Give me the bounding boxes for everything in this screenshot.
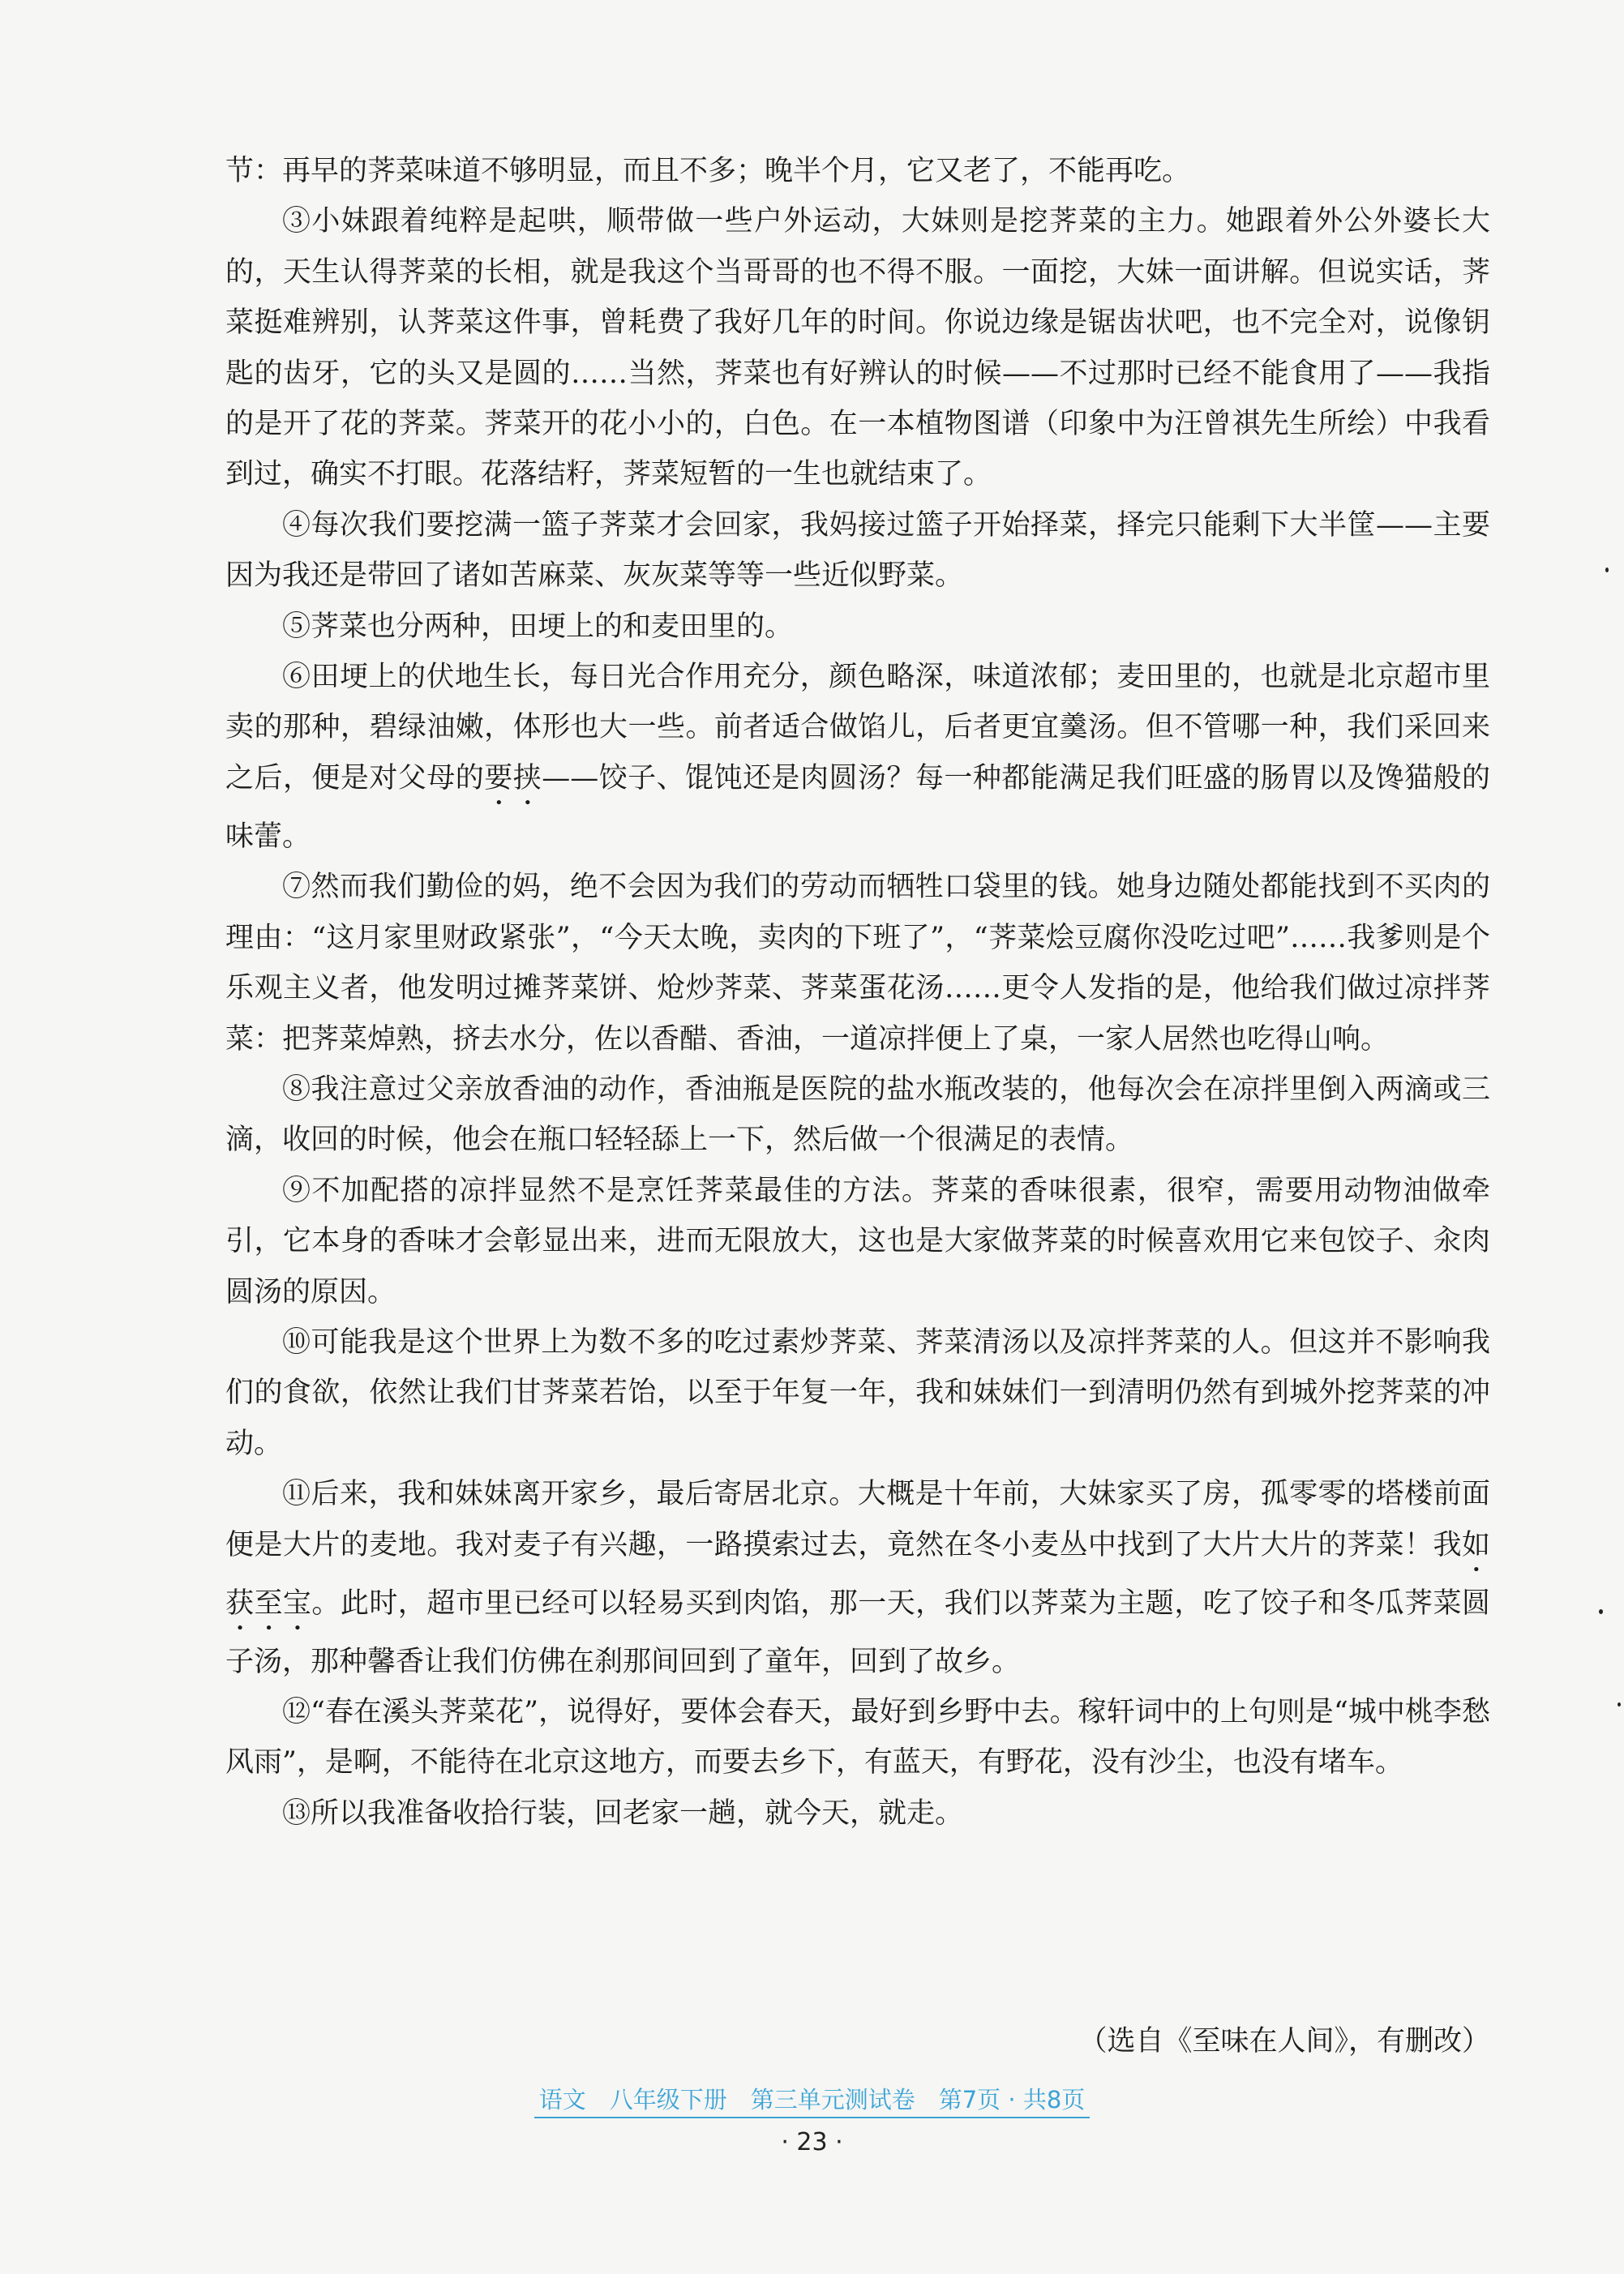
paragraph-7: ⑦然而我们勤俭的妈，绝不会因为我们的劳动而牺牲口袋里的钱。她身边随处都能找到不买肉的理由：“这月家里财政紧张”，“今天太晚，卖肉的下班了”，“荠菜烩豆腐你没吃过吧”……我爹则是个乐观主义者，他发明过摊荠菜饼、炝炒荠菜、荠菜蛋花汤……更令人发指的是，他给我们做过凉拌荠菜：把荠菜焯熟，挤去水分，佐以香醋、香油，一道凉拌便上了桌，一家人居然也吃得山响。 xyxy=(225,871,1490,1056)
paragraph-11: ⑪后来，我和妹妹离开家乡，最后寄居北京。大概是十年前，大妹家买了房，孤零零的塔楼前面便是大片的麦地。我对麦子有兴趣，一路摸索过去，竟然在冬小麦丛中找到了大片大片的荠菜！我如获至宝。此时，超市里已经可以轻易买到肉馅，那一天，我们以荠菜为主题，吃了饺子和冬瓜荠菜圆子汤，那种馨香让我们仿佛在刹那间回到了童年，回到了故乡。 xyxy=(225,1478,1490,1678)
paragraph-5: ⑤荠菜也分两种，田埂上的和麦田里的。 xyxy=(282,610,794,643)
paragraph-13: ⑬所以我准备收拾行装，回老家一趟，就今天，就走。 xyxy=(282,1797,964,1830)
scan-dot-mark xyxy=(1605,567,1609,572)
page-number: · 23 · xyxy=(781,2128,843,2156)
scan-dot-mark xyxy=(1599,1609,1603,1614)
paragraph-9: ⑨不加配搭的凉拌显然不是烹饪荠菜最佳的方法。荠菜的香味很素，很窄，需要用动物油做牵引，它本身的香味才会彰显出来，进而无限放大，这也是大家做荠菜的时候喜欢用它来包饺子、汆肉圆汤的原因。 xyxy=(225,1174,1490,1308)
footer-text: 语文 八年级下册 第三单元测试卷 第7页 · 共8页 xyxy=(534,2082,1091,2118)
paragraph-3: ③小妹跟着纯粹是起哄，顺带做一些户外运动，大妹则是挖荠菜的主力。她跟着外公外婆长大的，天生认得荠菜的长相，就是我这个当哥哥的也不得不服。一面挖，大妹一面讲解。但说实话，荠菜挺难辨别，认荠菜这件事，曾耗费了我好几年的时间。你说边缘是锯齿状吧，也不完全对，说像钥匙的齿牙，它的头又是圆的……当然，荠菜也有好辨认的时候——不过那时已经不能食用了——我指的是开了花的荠菜。荠菜开的花小小的，白色。在一本植物图谱（印象中为汪曾祺先生所绘）中我看到过，确实不打眼。花落结籽，荠菜短暂的一生也就结束了。 xyxy=(225,205,1490,491)
paragraph-12: ⑫“春在溪头荠菜花”，说得好，要体会春天，最好到乡野中去。稼轩词中的上句则是“城中桃李愁风雨”，是啊，不能待在北京这地方，而要去乡下，有蓝天，有野花，没有沙尘，也没有堵车。 xyxy=(225,1695,1490,1779)
emphasized-phrase: 如获至宝 xyxy=(225,1528,1490,1620)
paragraph-10: ⑩可能我是这个世界上为数不多的吃过素炒荠菜、荠菜清汤以及凉拌荠菜的人。但这并不影响我们的食欲，依然让我们甘荠菜若饴，以至于年复一年，我和妹妹们一到清明仍然有到城外挖荠菜的冲动。 xyxy=(225,1325,1490,1460)
paragraph-8: ⑧我注意过父亲放香油的动作，香油瓶是医院的盐水瓶改装的，他每次会在凉拌里倒入两滴或三滴，收回的时候，他会在瓶口轻轻舔上一下，然后做一个很满足的表情。 xyxy=(225,1073,1490,1157)
footer-info xyxy=(0,2082,1624,2118)
scan-dot-mark xyxy=(1618,1702,1621,1707)
article-body xyxy=(225,146,1490,1839)
emphasized-word: 要挟 xyxy=(484,761,542,794)
paragraph-continued: 节：再早的荠菜味道不够明显，而且不多；晚半个月，它又老了，不能再吃。 xyxy=(225,155,1191,187)
paragraph-6: ⑥田埂上的伏地生长，每日光合作用充分，颜色略深，味道浓郁；麦田里的，也就是北京超市里卖的那种，碧绿油嫩，体形也大一些。前者适合做馅儿，后者更宜羹汤。但不管哪一种，我们采回来之后，便是对父母的要挟——饺子、馄饨还是肉圆汤？每一种都能满足我们旺盛的肠胃以及馋猫般的味蕾。 xyxy=(225,661,1490,853)
source-citation: （选自《至味在人间》，有删改） xyxy=(1078,2025,1490,2058)
paragraph-4: ④每次我们要挖满一篮子荠菜才会回家，我妈接过篮子开始择菜，择完只能剩下大半筐——主要因为我还是带回了诸如苦麻菜、灰灰菜等等一些近似野菜。 xyxy=(225,508,1490,593)
